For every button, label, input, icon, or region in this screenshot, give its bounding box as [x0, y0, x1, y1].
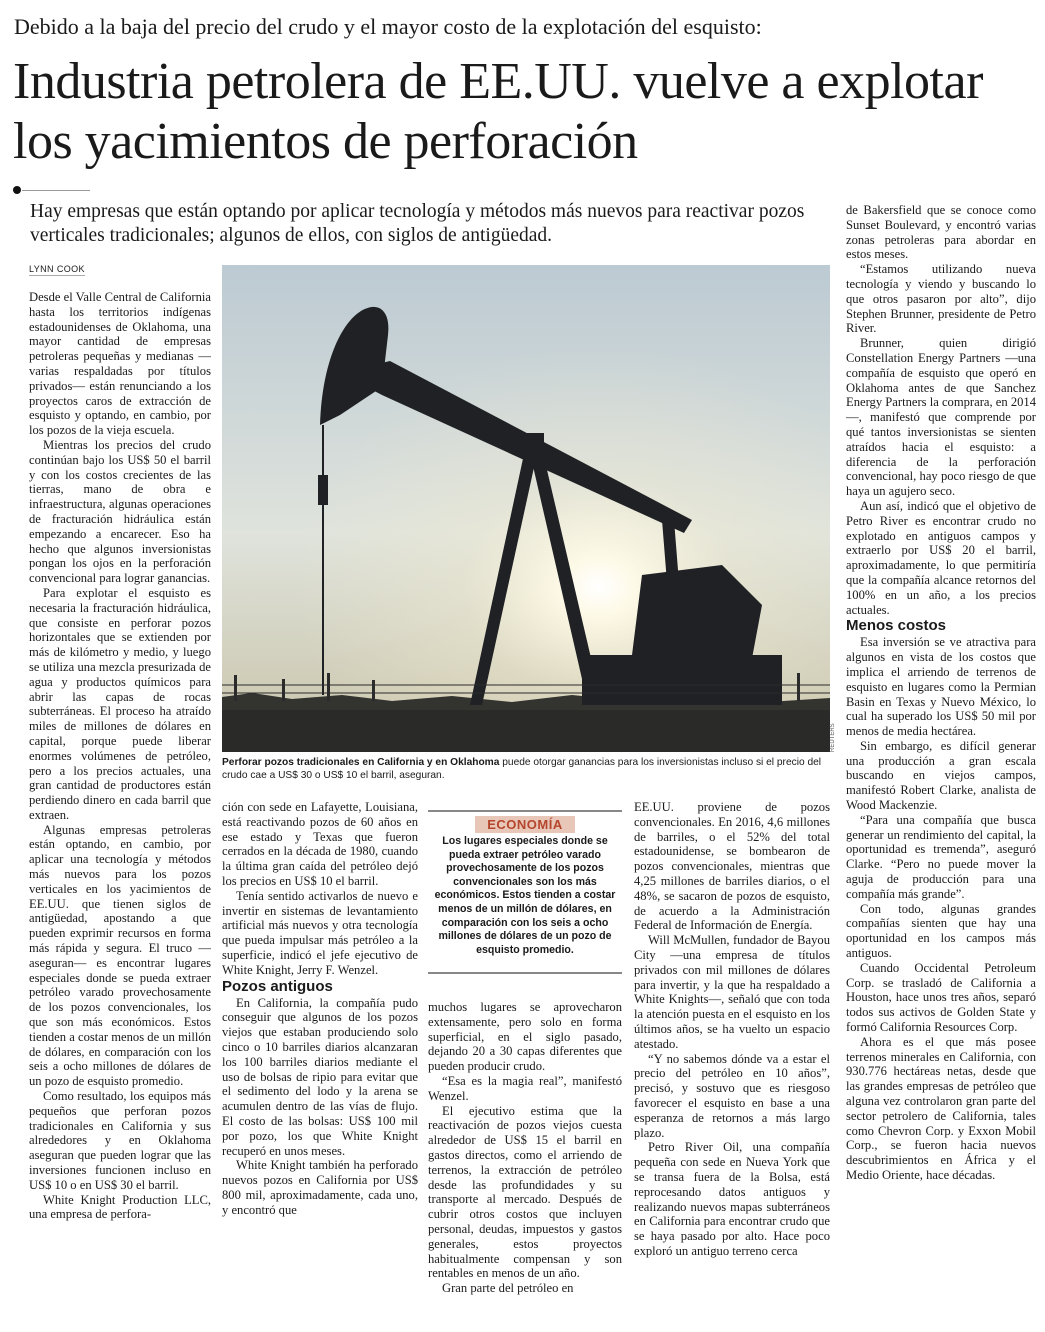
- kicker: Debido a la baja del precio del crudo y el mayor costo de la explotación del esquisto:: [14, 14, 762, 39]
- paragraph: White Knight también ha perforado nuevos pozos en California por US$ 800 mil, aproximadamente, cada uno, y encontró que: [222, 1158, 418, 1217]
- rule-dot-icon: [13, 186, 21, 194]
- paragraph: Sin embargo, es difícil generar una producción a gran escala buscando en viejos campos, manifestó Robert Clarke, analista de Wood Mackenzie.: [846, 738, 1036, 813]
- column-3: [428, 1000, 622, 1320]
- paragraph: Con todo, algunas grandes compañías sienten que hay una oportunidad en los campos más antiguos.: [846, 901, 1036, 961]
- economia-sidebar: [428, 810, 622, 974]
- paragraph: El ejecutivo estima que la reactivación de pozos viejos cuesta alrededor de US$ 15 el barril en gastos directos, como el arriendo de terrenos, la extracción de petróleo desde las profundidades y su transporte al mercado. Después de cubrir otros costos que incluyen personal, deudas, impuestos y gastos generales, estos proyectos habitualmente compensan y son rentables en menos de un año.: [428, 1103, 622, 1281]
- paragraph: Desde el Valle Central de California hasta los territorios indígenas estadounidenses de Oklahoma, una mayor cantidad de empresas petroleras pequeñas y medianas —varias respaldadas por títulos privados— están renunciando a los proyectos caros de extracción de esquisto y optando, en cambio, por los pozos de la vieja escuela.: [29, 290, 211, 438]
- column-4: [634, 800, 830, 1320]
- caption-text: puede otorgar ganancias para los inversionistas incluso si el precio del crudo cae a US$ 30 o US$ 10 el barril, aseguran.: [222, 757, 822, 781]
- headline: Industria petrolera de EE.UU. vuelve a explotar los yacimientos de perforación: [13, 53, 983, 170]
- paragraph: “Estamos utilizando nueva tecnología y viendo y buscando lo que otros pasaron por alto”, dijo Stephen Brunner, presidente de Petro River.: [846, 262, 1036, 336]
- paragraph: Mientras los precios del crudo continúan bajo los US$ 50 el barril y con los costos crecientes de las tierras, mano de obra e infraestructura, algunas operaciones de fracturación hidráulica están empezando a encarecer. Eso ha hecho que algunos inversionistas pongan los ojos en la perforación convencional para lograr ganancias.: [29, 437, 211, 586]
- paragraph: Brunner, quien dirigió Constellation Energy Partners —una compañía de esquisto que operó en Oklahoma antes de que Sanchez Energy Partners la comprara, en 2014—, manifestó que comprende por qué tantos inversionistas se sienten atraídos hacia el esquisto: a diferencia de la perforación convencional, hay poco riesgo de que haya un agujero seco.: [846, 336, 1036, 499]
- paragraph: “Y no sabemos dónde va a estar el precio del petróleo en 10 años”, precisó, y sostuvo que es riesgoso favorecer el esquisto en base a una esperanza de retornos a más largo plazo.: [634, 1051, 830, 1140]
- paragraph: White Knight Production LLC, una empresa de perfora-: [29, 1192, 211, 1222]
- section-tag: ECONOMÍA: [475, 816, 575, 833]
- paragraph: EE.UU. proviene de pozos convencionales. En 2016, 4,6 millones de barriles, o el 52% del total estadounidense, se bombearon de pozos convencionales, mientras que 4,25 millones de barriles diarios, o el 48%, se sacaron de pozos de esquisto, de acuerdo a la Administración Federal de Información de Energía.: [634, 800, 830, 933]
- sidebar-text: Los lugares especiales donde se pueda extraer petróleo varado provechosamente de los pozos convencionales son los más económicos. Estos tienden a costar menos de un millón de dólares, en comparación con los seis a ocho millones de dólares de un pozo de esquisto promedio.: [434, 835, 616, 956]
- paragraph: Ahora es el que más posee terrenos minerales en California, con 930.776 hectáreas netas, desde que las grandes empresas de petróleo que alguna vez controlaron gran parte del sector petrolero de California, tales como Chevron Corp. y Exxon Mobil Corp., se fueron hacia nuevos descubrimientos en África y el Medio Oriente, hace décadas.: [846, 1034, 1036, 1182]
- paragraph: Esa inversión se ve atractiva para algunos en vista de los costos que implica el arriendo de terrenos de esquisto en lugares como la Permian Basin en Texas y Nuevo México, lo cual ha superado los US$ 50 mil por menos de media hectárea.: [846, 635, 1036, 739]
- subhead: Pozos antiguos: [222, 977, 333, 995]
- column-2: [222, 800, 418, 1320]
- paragraph: Como resultado, los equipos más pequeños que perforan pozos tradicionales en California y sus alrededores y en Oklahoma aseguran que pueden lograr que las inversiones funcionen incluso en US$ 10 o en US$ 30 el barril.: [29, 1089, 211, 1192]
- rule-divider: [22, 190, 90, 191]
- pumpjack-photo: [222, 265, 830, 752]
- sidebar-rule: [428, 972, 622, 974]
- byline: LYNN COOK: [29, 264, 85, 274]
- column-5: [846, 203, 1036, 1321]
- paragraph: ción con sede en Lafayette, Louisiana, está reactivando pozos de 60 años en ese estado y Texas que fueron cerrados en la década de 1980, cuando la última gran caída del petróleo dejó los precios en US$ 10 el barril.: [222, 800, 418, 888]
- paragraph: Cuando Occidental Petroleum Corp. se trasladó de California a Houston, hace unos tres años, separó todos sus activos de Golden State y formó California Resources Corp.: [846, 960, 1036, 1035]
- caption-lead: Perforar pozos tradicionales en California y en Oklahoma: [222, 757, 500, 768]
- paragraph: Tenía sentido activarlos de nuevo e invertir en sistemas de levantamiento artificial más nuevos y otra tecnología que pueda impulsar más petróleo a la superficie, indicó el jefe ejecutivo de White Knight, Jerry F. Wenzel.: [222, 888, 418, 977]
- paragraph: “Esa es la magia real”, manifestó Wenzel.: [428, 1073, 622, 1103]
- column-1: [29, 290, 211, 1322]
- paragraph: Aun así, indicó que el objetivo de Petro River es encontrar crudo no explotado en antiguos campos y extraerlo por US$ 20 el barril, aproximadamente, lo que permitiría que la compañía alcance retornos del 100% en un año, a los precios actuales.: [846, 498, 1036, 617]
- paragraph: En California, la compañía pudo conseguir que algunos de los pozos viejos que estaban produciendo solo cinco o 10 barriles diarios alcanzaran los 100 barriles diarios mediante el uso de bolsas de ripio para evitar que el sedimento del lodo y la arena se acumulen dentro de las vías de flujo. El costo de las bolsas: US$ 100 mil por pozo, los que White Knight recuperó en unos meses.: [222, 995, 418, 1158]
- paragraph: “Para una compañía que busca generar un rendimiento del capital, la oportunidad es tremenda”, aseguró Clarke. “Pero no puede mover la aguja de producción para una compañía más grande”.: [846, 812, 1036, 901]
- paragraph: Para explotar el esquisto es necesaria la fracturación hidráulica, que consiste en perforar pozos horizontales que se extienden por más de kilómetro y medio, y luego se utiliza una mezcla presurizada de agua y productos químicos para abrir las capas de rocas subterráneas. El proceso ha atraído miles de millones de dólares en capital, porque puede liberar enormes volúmenes de petróleo, pero a los precios actuales, una gran cantidad de productores están perdiendo dinero en cada barril que extraen.: [29, 585, 211, 822]
- pumpjack-silhouette-icon: [222, 265, 830, 752]
- deck: Hay empresas que están optando por aplicar tecnología y métodos más nuevos para reactivar pozos verticales tradicionales; algunos de ellos, con siglos de antigüedad.: [30, 201, 805, 246]
- paragraph: Petro River Oil, una compañía pequeña con sede en Nueva York que se transa fuera de la Bolsa, está reprocesando datos antiguos y realizando nuevos mapas subterráneos en California para encontrar crudo que se haya pasado por alto. Hace poco exploró un antiguo terreno cerca: [634, 1140, 830, 1258]
- subhead: Menos costos: [846, 617, 947, 635]
- paragraph: de Bakersfield que se conoce como Sunset Boulevard, y encontró varias zonas petroleras para abordar en estos meses.: [846, 203, 1036, 262]
- paragraph: Gran parte del petróleo en: [442, 1281, 574, 1296]
- photo-credit: REUTERS: [830, 723, 836, 752]
- photo-caption: [222, 756, 830, 782]
- paragraph: Will McMullen, fundador de Bayou City —una empresa de títulos privados con mil millones de dólares para invertir, y la que ha respaldado a White Knights—, señaló que con toda la atención puesta en el esquisto en los últimos años, se ha vuelto un espacio atestado.: [634, 933, 830, 1051]
- paragraph: Algunas empresas petroleras están optando, en cambio, por aplicar una tecnología y métodos más nuevos para los pozos verticales en los yacimientos de EE.UU. que tienen siglos de antigüedad, apostando a que pueden exprimir recursos en forma más rápida y segura. El truco —aseguran— es encontrar lugares especiales donde se pueda extraer petróleo varado provechosamente de los pozos convencionales, los que son más económicos. Estos tienden a costar menos de un millón de dólares, en comparación con los seis a ocho millones de dólares de un pozo de esquisto promedio.: [29, 822, 211, 1089]
- paragraph: muchos lugares se aprovecharon extensamente, pero solo en forma superficial, en el siglo pasado, dejando 20 a 30 capas diferentes que pueden producir crudo.: [428, 1000, 622, 1074]
